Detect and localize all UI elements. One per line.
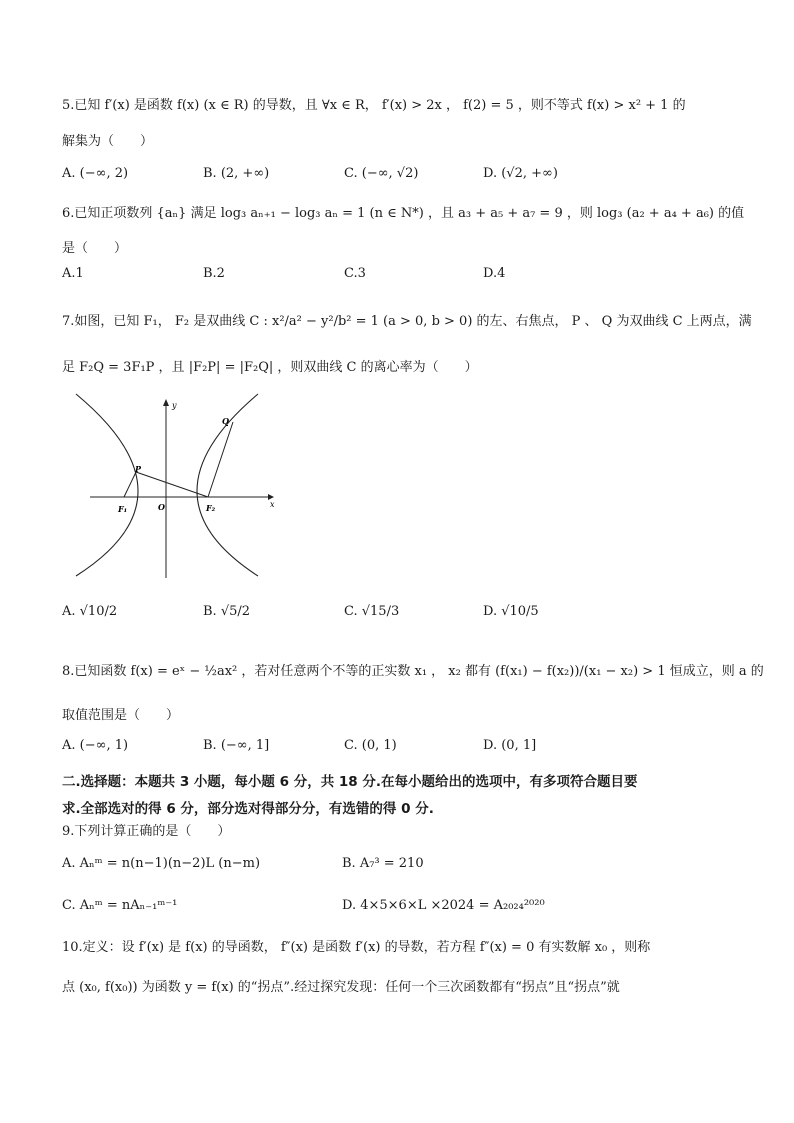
- section2-heading-line2: 求.全部选对的得 6 分，部分选对得部分分，有选错的得 0 分.: [62, 801, 434, 817]
- q5-option-a[interactable]: A. (−∞, 2): [62, 166, 129, 181]
- q9-option-d[interactable]: D. 4×5×6×L ×2024 = A₂₀₂₄²⁰²⁰: [342, 898, 545, 913]
- q9-stem: 9.下列计算正确的是（ ）: [62, 824, 231, 839]
- q6-stem-line2: 是（ ）: [62, 241, 128, 256]
- q5-option-d[interactable]: D. (√2, +∞): [483, 166, 558, 181]
- q9-options-row2: [62, 894, 742, 918]
- q5-option-c[interactable]: C. (−∞, √2): [344, 166, 419, 181]
- q8-option-d[interactable]: D. (0, 1]: [483, 738, 537, 753]
- q10-stem-line1: 10.定义：设 f′(x) 是 f(x) 的导函数， f″(x) 是函数 f′(x) 的导数，若方程 f″(x) = 0 有实数解 x₀ ，则称: [62, 940, 651, 955]
- q10-stem-line2: 点 (x₀, f(x₀)) 为函数 y = f(x) 的“拐点”.经过探究发现：任何一个三次函数都有“拐点”且“拐点”就: [62, 980, 620, 995]
- section2-heading-line1: 二.选择题：本题共 3 小题，每小题 6 分，共 18 分.在每小题给出的选项中，有多项符合题目要: [62, 774, 638, 790]
- q9-option-c[interactable]: C. Aₙᵐ = nAₙ₋₁ᵐ⁻¹: [62, 898, 178, 913]
- q9-option-b[interactable]: B. A₇³ = 210: [342, 856, 424, 871]
- label-f1: F₁: [118, 504, 128, 514]
- hyperbola-figure: [62, 392, 292, 578]
- q7-option-a[interactable]: A. √10/2: [62, 604, 118, 619]
- q8-option-b[interactable]: B. (−∞, 1]: [203, 738, 270, 753]
- q6-option-b[interactable]: B.2: [203, 266, 225, 281]
- label-origin: O: [158, 502, 165, 512]
- q8-option-a[interactable]: A. (−∞, 1): [62, 738, 129, 753]
- q8-option-c[interactable]: C. (0, 1): [344, 738, 397, 753]
- label-q: Q: [222, 416, 229, 426]
- y-axis-arrow: [163, 399, 169, 406]
- q7-option-b[interactable]: B. √5/2: [203, 604, 251, 619]
- q7-stem-line1: 7.如图，已知 F₁， F₂ 是双曲线 C : x²/a² − y²/b² = 1 (a > 0, b > 0) 的左、右焦点， P 、 Q 为双曲线 C 上两点，满: [62, 314, 752, 329]
- q8-options: [62, 734, 742, 758]
- q8-stem-line1: 8.已知函数 f(x) = eˣ − ½ax² ，若对任意两个不等的正实数 x₁ ， x₂ 都有 (f(x₁) − f(x₂))/(x₁ − x₂) > 1 恒成立，则 a 的: [62, 664, 764, 679]
- q6-option-d[interactable]: D.4: [483, 266, 506, 281]
- q6-option-c[interactable]: C.3: [344, 266, 366, 281]
- label-y: y: [172, 401, 177, 410]
- q5-option-b[interactable]: B. (2, +∞): [203, 166, 270, 181]
- q9-options-row1: [62, 852, 742, 876]
- q6-stem-line1: 6.已知正项数列 {aₙ} 满足 log₃ aₙ₊₁ − log₃ aₙ = 1 (n ∈ N*) ，且 a₃ + a₅ + a₇ = 9 ，则 log₃ (a₂ + a₄ + a₆) 的值: [62, 206, 745, 221]
- q5-stem-line2: 解集为（ ）: [62, 134, 154, 149]
- segment-f1p: [124, 472, 136, 497]
- q6-option-a[interactable]: A.1: [62, 266, 84, 281]
- q5-options: [62, 162, 742, 186]
- q7-stem-line2: 足 F₂Q = 3F₁P ，且 |F₂P| = |F₂Q| ，则双曲线 C 的离心率为（ ）: [62, 360, 478, 375]
- hyperbola-left-branch: [76, 394, 138, 576]
- q5-stem-line1: 5.已知 f′(x) 是函数 f(x) (x ∈ R) 的导数，且 ∀x ∈ R， f′(x) > 2x ， f(2) = 5 ，则不等式 f(x) > x² + 1 的: [62, 98, 686, 113]
- q7-option-d[interactable]: D. √10/5: [483, 604, 539, 619]
- label-p: P: [135, 464, 142, 474]
- label-x: x: [270, 500, 275, 509]
- q9-option-a[interactable]: A. Aₙᵐ = n(n−1)(n−2)L (n−m): [62, 856, 261, 871]
- q7-option-c[interactable]: C. √15/3: [344, 604, 400, 619]
- q8-stem-line2: 取值范围是（ ）: [62, 708, 180, 723]
- label-f2: F₂: [206, 503, 216, 513]
- segment-f2q: [208, 422, 233, 497]
- q7-options: [62, 600, 742, 624]
- q6-options: [62, 262, 742, 286]
